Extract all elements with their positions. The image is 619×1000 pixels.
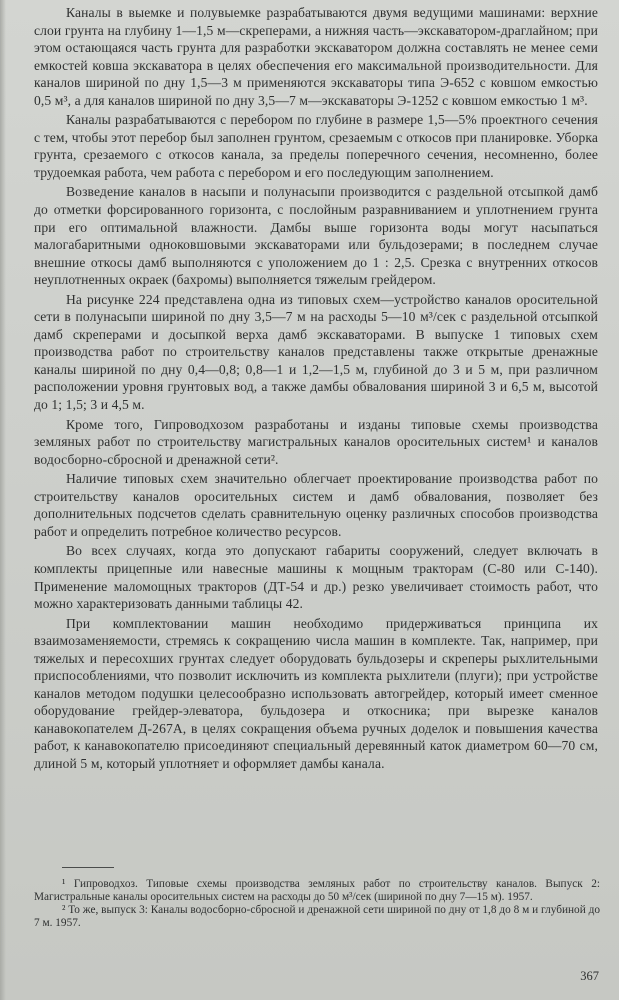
paragraph-3: Возведение каналов в насыпи и полунасыпи производится с раздельной отсыпкой дамб до отметки форсированного горизонта, с послойным разравниванием и уплотнением грунта при его оптимальной влажности. Дамбы выше горизонта воды могут насыпаться малогабаритными одноковшовыми экскаваторами или бульдозерами; в последнем случае внешние откосы дамб выполняются с уположением до 1 : 2,5. Срезка с внутренних откосов неуплотненных окраек (бахромы) выполняется тяжелым грейдером. (34, 184, 598, 288)
page-edge-shadow (0, 0, 6, 1000)
paragraph-8: При комплектовании машин необходимо придерживаться принципа их взаимозаменяемости, стремясь к сокращению числа машин в комплекте. Так, например, при тяжелых и пересохших грунтах следует оборудовать бульдозеры и скреперы рыхлительными приспособлениями, что позволит исключить из комплекта рыхлители (плуги); при устройстве каналов методом подушки целесообразно использовать автогрейдер, который имеет сменное оборудование грейдер-элеватора, бульдозера и откосника; при вырезке каналов канавокопателем Д-267А, в целях сокращения объема ручных доделок и повышения качества работ, к канавокопателю присоединяют специальный деревянный каток диаметром 60—70 см, длиной 5 м, который уплотняет и оформляет дамбы канала. (34, 615, 598, 771)
footnote-1: ¹ Гипроводхоз. Типовые схемы производства земляных работ по строительству каналов. Выпуск 2: Магистральные каналы оросительных систем на расходы до 50 м³/сек (шириной по дну 7—15 м). 1957. (34, 878, 600, 903)
page-number: 367 (580, 969, 599, 983)
paragraph-5: Кроме того, Гипроводхозом разработаны и изданы типовые схемы производства земляных работ по строительству магистральных каналов оросительных систем¹ и каналов водосборно-сбросной и дренажной сети². (34, 416, 598, 467)
paragraph-1: Каналы в выемке и полувыемке разрабатываются двумя ведущими машинами: верхние слои грунта на глубину 1—1,5 м—скреперами, а нижняя часть—экскаватором-драглайном; при этом остающаяся часть грунта для разработки экскаватором должна составлять не менее семи емкостей ковша экскаватора в целях обеспечения его максимальной производительности. Для каналов шириной по дну 1,5—3 м применяются экскаваторы типа Э-652 с ковшом емкостью 0,5 м³, а для каналов шириной по дну 3,5—7 м—экскаваторы Э-1252 с ковшом емкостью 1 м³. (34, 5, 598, 108)
paragraph-4: На рисунке 224 представлена одна из типовых схем—устройство каналов оросительной сети в полунасыпи шириной по дну 3,5—7 м на расходы 5—10 м³/сек с раздельной отсыпкой дамб скреперами и досыпкой верха дамб экскаваторами. В выпуске 1 типовых схем производства работ по строительству каналов представлены также открытые дренажные каналы шириной по дну 0,4—0,8; 0,8—1 и 1,2—1,5 м, глубиной до 3 и 5 м, при различном расположении уровня грунтовых вод, а также дамбы обвалования шириной 3 и 6,5 м, высотой до 1; 1,5; 3 и 4,5 м. (34, 291, 598, 413)
footnotes (34, 878, 600, 930)
footnote-2: ² То же, выпуск 3: Каналы водосборно-сбросной и дренажной сети шириной по дну от 1,8 до 8 м и глубиной до 7 м. 1957. (34, 904, 600, 930)
paragraph-6: Наличие типовых схем значительно облегчает проектирование производства работ по строительству каналов оросительных систем и дамб обвалования, позволяет без дополнительных подсчетов сделать сравнительную оценку различных способов производства работ и определить потребное количество ресурсов. (34, 471, 598, 539)
footnote-divider (62, 867, 114, 868)
paragraph-7: Во всех случаях, когда это допускают габариты сооружений, следует включать в комплекты прицепные или навесные машины к мощным тракторам (С-80 или С-140). Применение маломощных тракторов (ДТ-54 и др.) резко увеличивает стоимость работ, что можно характеризовать данными таблицы 42. (34, 543, 598, 612)
main-text (34, 4, 598, 773)
paragraph-2: Каналы разрабатываются с перебором по глубине в размере 1,5—5% проектного сечения с тем, чтобы этот перебор был заполнен грунтом, срезаемым с откосов при планировке. Уборка грунта, срезаемого с откосов канала, за пределы поперечного сечения, несомненно, более трудоемкая работа, чем работа с перебором и его последующим заполнением. (34, 112, 598, 180)
